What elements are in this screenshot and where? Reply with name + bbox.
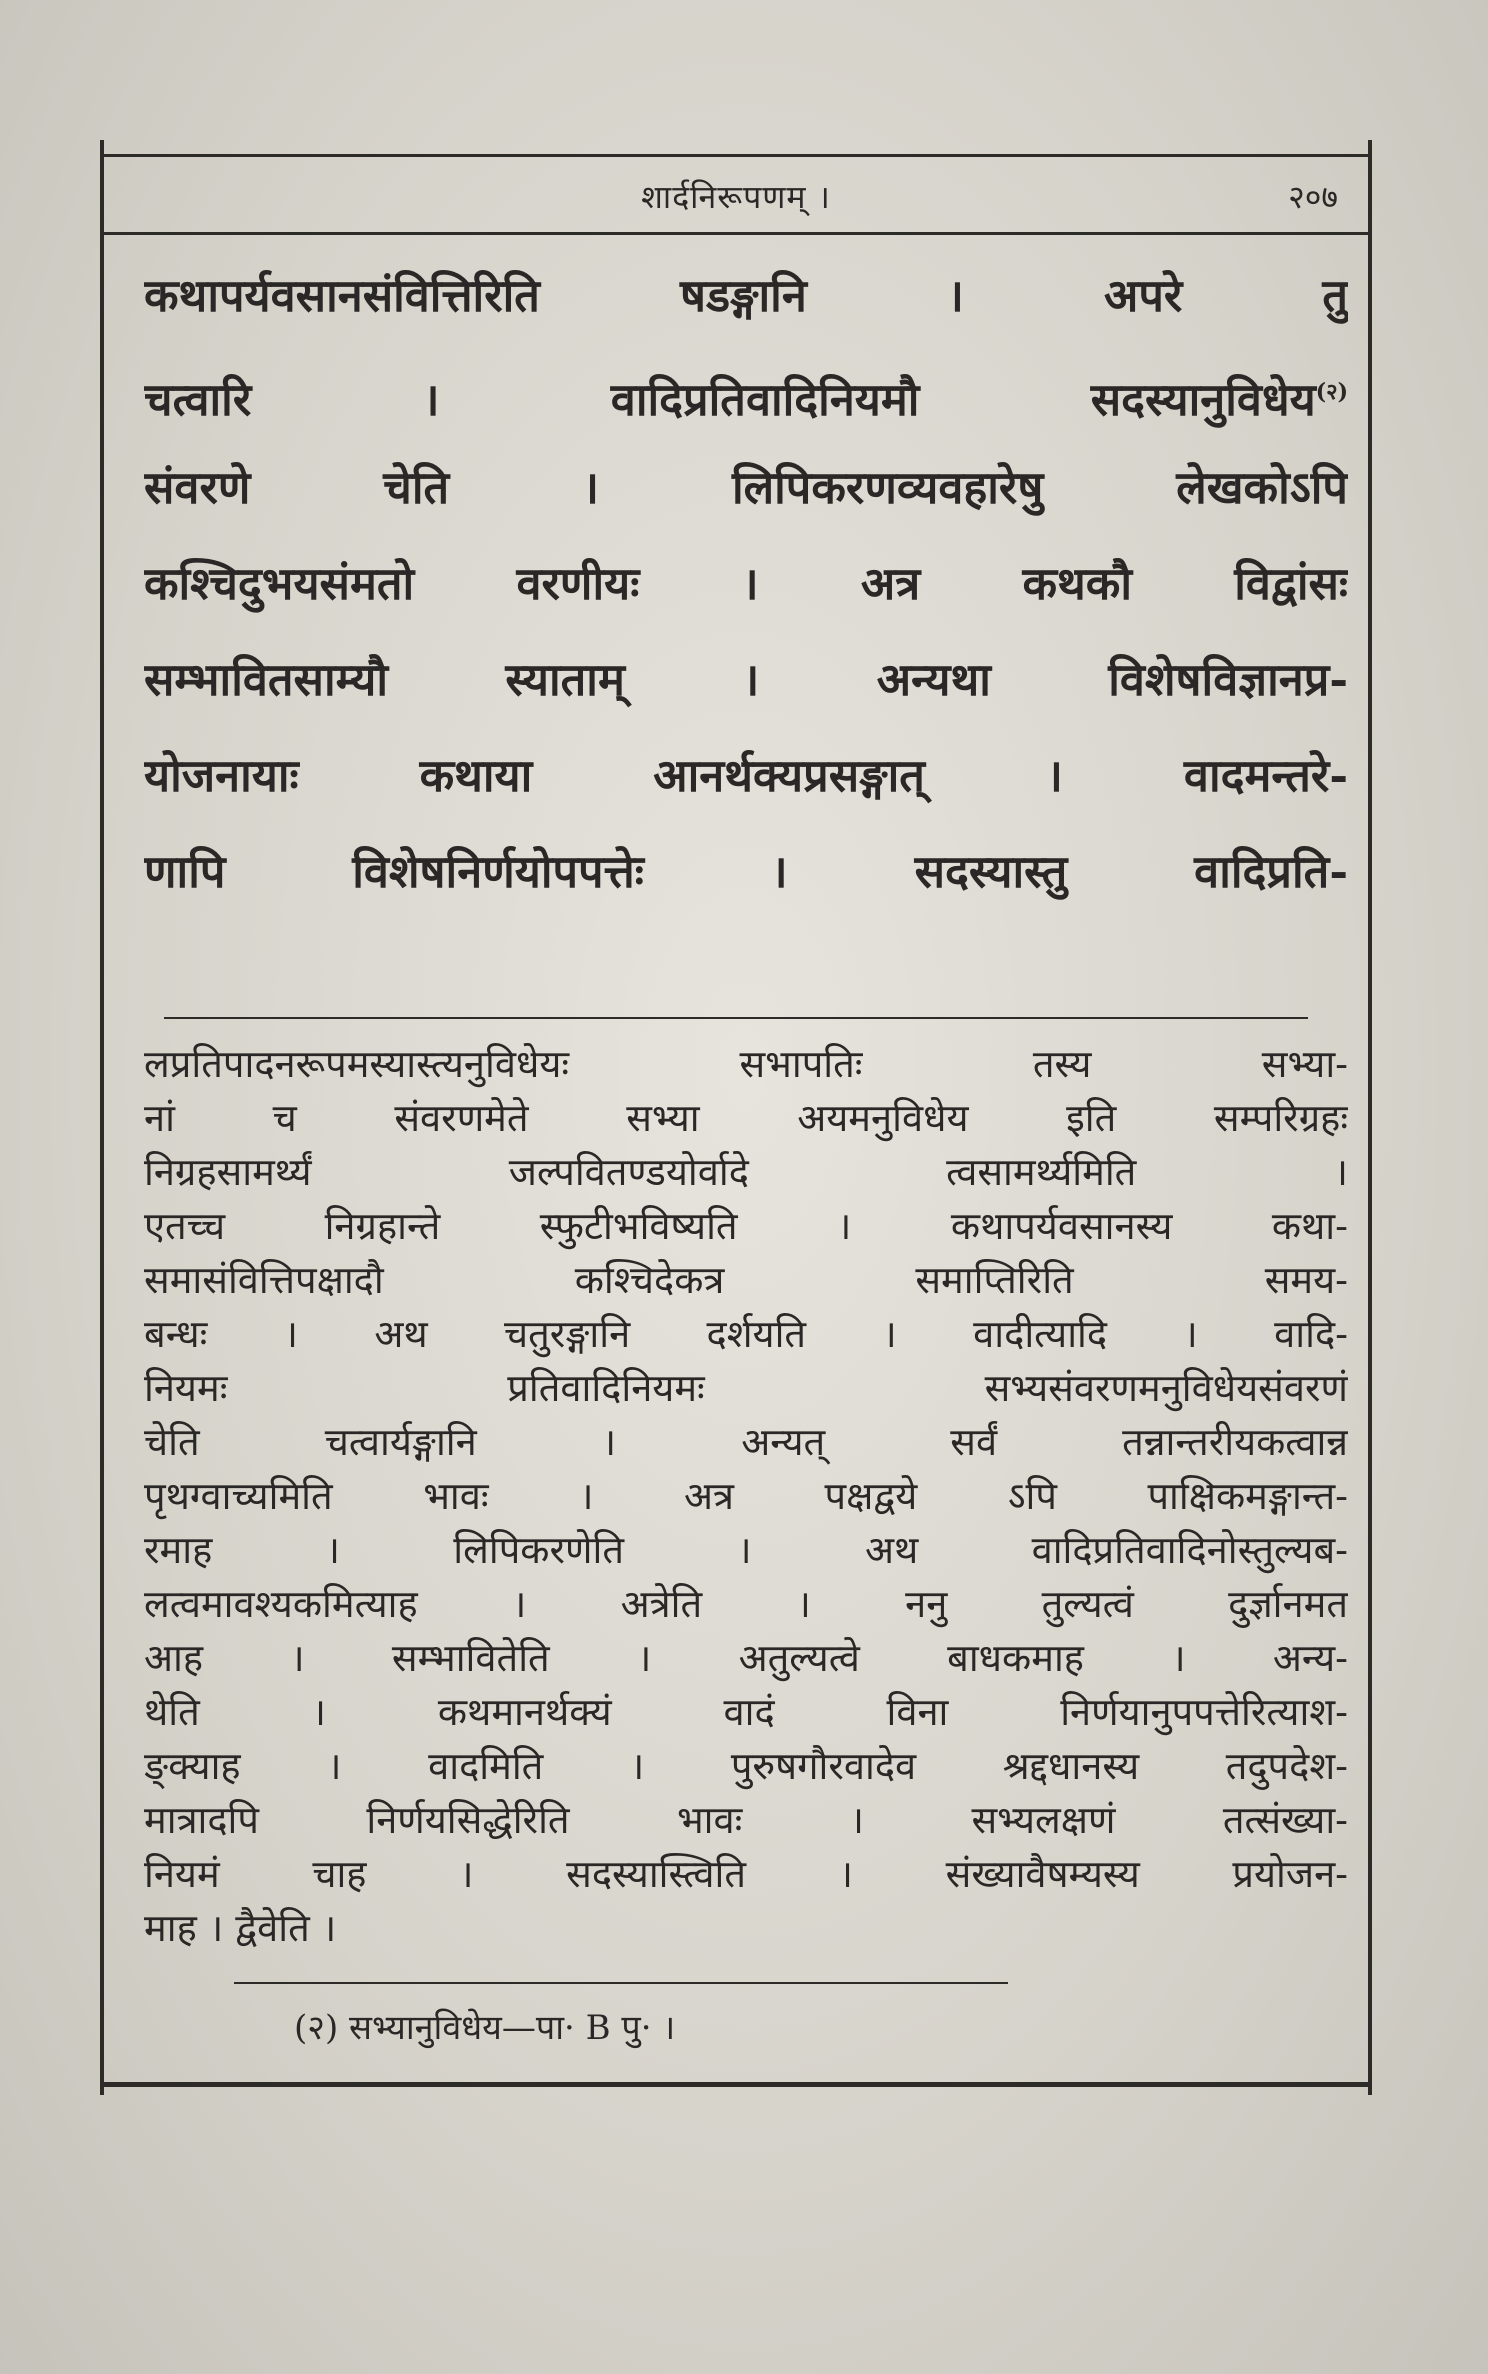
footnote-rule (234, 1982, 1008, 1984)
commentary-line: समासंवित्तिपक्षादौ कश्चिदेकत्र समाप्तिरिति समय- (144, 1258, 1348, 1302)
footnote: (२) सभ्यानुविधेय—पा· B पु· । (294, 2008, 676, 2048)
header-rule (104, 232, 1368, 235)
commentary-line: मात्रादपि निर्णयसिद्धेरिति भावः । सभ्यलक्षणं तत्संख्या- (144, 1798, 1348, 1842)
root-text-block (144, 248, 1348, 920)
commentary-line: थेति । कथमानर्थक्यं वादं विना निर्णयानुपपत्तेरित्याश- (144, 1690, 1348, 1734)
section-divider (164, 1017, 1308, 1019)
root-line: कथापर्यवसानसंवित्तिरिति षडङ्गानि । अपरे तु (144, 269, 1348, 322)
root-line-text: चत्वारि । वादिप्रतिवादिनियमौ सदस्यानुविधेय (144, 373, 1316, 426)
page-number: २०७ (1288, 178, 1338, 216)
commentary-block (144, 1037, 1348, 1955)
root-line: सम्भावितसाम्यौ स्याताम् । अन्यथा विशेषविज्ञानप्र- (144, 653, 1348, 706)
commentary-line: बन्धः । अथ चतुरङ्गानि दर्शयति । वादीत्यादि । वादि- (144, 1312, 1348, 1356)
commentary-line: रमाह । लिपिकरणेति । अथ वादिप्रतिवादिनोस्तुल्यब- (144, 1528, 1348, 1572)
commentary-line: एतच्च निग्रहान्ते स्फुटीभविष्यति । कथापर्यवसानस्य कथा- (144, 1204, 1348, 1248)
commentary-line: चेति चत्वार्यङ्गानि । अन्यत् सर्वं तन्नान्तरीयकत्वान्न (144, 1420, 1348, 1464)
commentary-line: नियमं चाह । सदस्यास्त्विति । संख्यावैषम्यस्य प्रयोजन- (144, 1852, 1348, 1896)
commentary-line: निग्रहसामर्थ्यं जल्पवितण्डयोर्वादे त्वसामर्थ्यमिति । (144, 1150, 1348, 1194)
commentary-line: पृथग्वाच्यमिति भावः । अत्र पक्षद्वये ऽपि पाक्षिकमङ्गान्त- (144, 1474, 1348, 1518)
running-head (104, 170, 1368, 224)
commentary-line: नां च संवरणमेते सभ्या अयमनुविधेय इति सम्परिग्रहः (144, 1096, 1348, 1140)
root-line: संवरणे चेति । लिपिकरणव्यवहारेषु लेखकोऽपि (144, 461, 1348, 514)
commentary-line: माह । द्वैवेति । (144, 1906, 337, 1950)
top-border-rule (104, 154, 1368, 157)
root-line: कश्चिदुभयसंमतो वरणीयः । अत्र कथकौ विद्वांसः (144, 557, 1348, 610)
footnote-marker: (२) (1315, 379, 1348, 405)
root-line (144, 344, 1348, 440)
bottom-border-rule (100, 2082, 1372, 2087)
commentary-line: लत्वमावश्यकमित्याह । अत्रेति । ननु तुल्यत्वं दुर्ज्ञानमत (144, 1582, 1348, 1626)
commentary-line: ङ्क्याह । वादमिति । पुरुषगौरवादेव श्रद्दधानस्य तदुपदेश- (144, 1744, 1348, 1788)
running-title: शार्दनिरूपणम् । (641, 178, 831, 216)
page-frame (100, 140, 1372, 2095)
commentary-line: नियमः प्रतिवादिनियमः सभ्यसंवरणमनुविधेयसंवरणं (144, 1366, 1348, 1410)
commentary-line: आह । सम्भावितेति । अतुल्यत्वे बाधकमाह । अन्य- (144, 1636, 1348, 1680)
commentary-line: लप्रतिपादनरूपमस्यास्त्यनुविधेयः सभापतिः तस्य सभ्या- (144, 1042, 1348, 1086)
root-line: योजनायाः कथाया आनर्थक्यप्रसङ्गात् । वादमन्तरे- (144, 749, 1348, 802)
root-line: णापि विशेषनिर्णयोपपत्तेः । सदस्यास्तु वादिप्रति- (144, 845, 1348, 898)
